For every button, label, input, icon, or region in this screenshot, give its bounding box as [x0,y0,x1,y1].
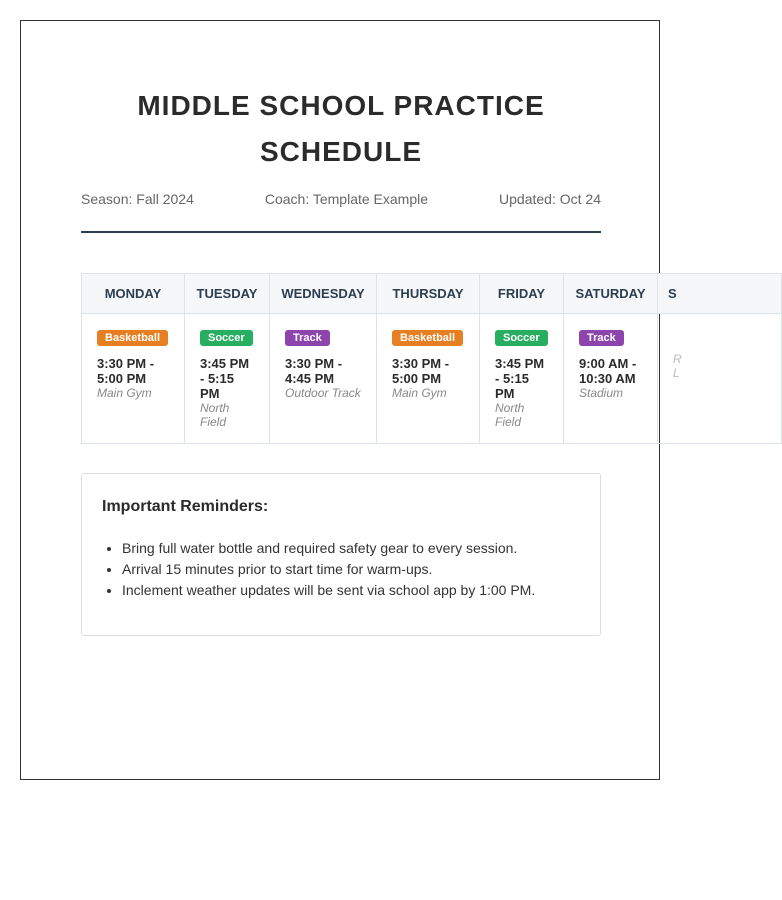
sport-badge: Track [579,330,624,346]
list-item: • Inclement weather updates will be sent via school app by 1:00 PM. [122,580,580,601]
sport-badge: Track [285,330,330,346]
list-item: • Bring full water bottle and required safety gear to every session. [122,538,580,559]
sport-badge: Basketball [97,330,168,346]
day-header-wednesday: WEDNESDAY [270,274,377,314]
session-time: 3:30 PM - 5:00 PM [392,356,450,386]
season-label: Season: Fall 2024 [81,191,194,207]
session-location: R L [673,352,682,380]
reminders-box [81,473,601,636]
schedule-cell-thursday [377,314,480,444]
session-location: Main Gym [97,386,152,400]
updated-label: Updated: Oct 24 [499,191,601,207]
schedule-cell-tuesday [185,314,270,444]
sport-badge: Soccer [200,330,253,346]
session-time: 3:30 PM - 4:45 PM [285,356,343,386]
day-header-friday: FRIDAY [480,274,564,314]
day-header-saturday: SATURDAY [564,274,658,314]
session-time: 9:00 AM - 10:30 AM [579,356,637,386]
header-divider [81,231,601,233]
schedule-table [81,273,782,444]
schedule-sheet [20,20,682,780]
session-time: 3:45 PM - 5:15 PM [200,356,250,401]
day-header-sunday: S [658,274,782,314]
schedule-cell-wednesday [270,314,377,444]
day-header-thursday: THURSDAY [377,274,480,314]
session-time: 3:45 PM - 5:15 PM [495,356,545,401]
schedule-cell-friday [480,314,564,444]
day-header-tuesday: TUESDAY [185,274,270,314]
schedule-cell-monday [82,314,185,444]
reminders-list [102,538,580,601]
list-item: • Arrival 15 minutes prior to start time for warm-ups. [122,559,580,580]
schedule-cell-sunday [658,314,782,444]
reminders-heading: Important Reminders: [102,498,269,515]
schedule-cell-saturday [564,314,658,444]
session-location: Main Gym [392,386,447,400]
day-header-monday: MONDAY [82,274,185,314]
session-location: North Field [200,401,230,429]
session-location: Outdoor Track [285,386,361,400]
schedule-meta [81,191,601,207]
schedule-row [82,314,782,444]
coach-label: Coach: Template Example [264,191,429,207]
sport-badge: Soccer [495,330,548,346]
page-title: MIDDLE SCHOOL PRACTICE SCHEDULE [137,90,545,167]
session-location: North Field [495,401,525,429]
session-location: Stadium [579,386,624,400]
sport-badge: Basketball [392,330,463,346]
schedule-header-row [82,274,782,314]
schedule-table-container [81,273,682,445]
session-time: 3:30 PM - 5:00 PM [97,356,155,386]
